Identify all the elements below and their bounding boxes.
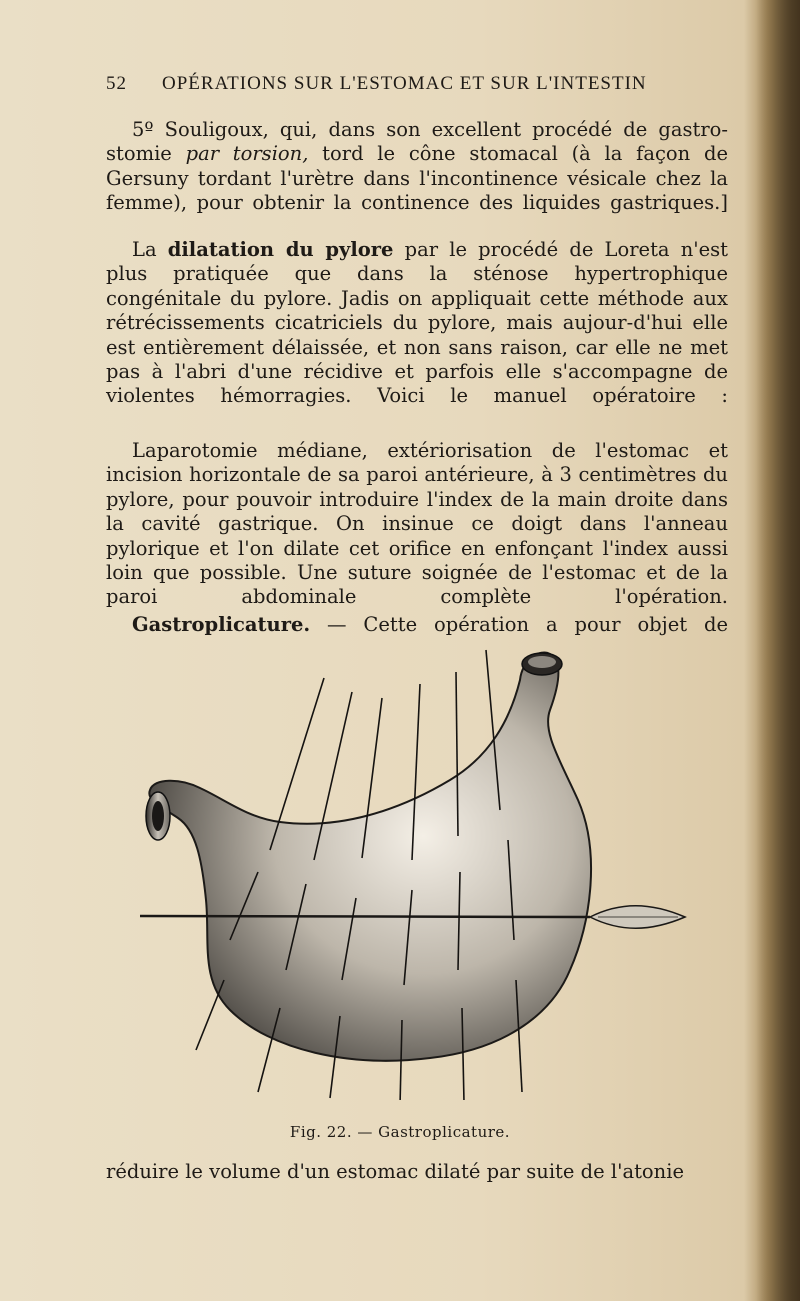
- gastroplicature-figure: [130, 640, 700, 1100]
- p2-text-a: La: [132, 238, 168, 261]
- p4-bold-term: Gastroplicature.: [132, 613, 311, 636]
- p4-text-b: — Cette opération a pour objet de: [310, 613, 728, 636]
- page-number: 52: [106, 73, 127, 94]
- stomach-illustration: [140, 650, 685, 1100]
- figure-caption: Fig. 22. — Gastroplicature.: [289, 1123, 511, 1141]
- running-title: OPÉRATIONS SUR L'ESTOMAC ET SUR L'INTESTIN: [162, 73, 647, 94]
- book-spine-shadow: [756, 0, 800, 1301]
- p1-italic: par torsion,: [185, 142, 309, 166]
- p1-text-a: 5º Souligoux, qui, dans son excellent procédé de gastro-stomie: [106, 118, 728, 166]
- paragraph-dilatation: [106, 238, 728, 409]
- p1-text-c: tord le cône stomacal (à la façon de Gersuny tordant l'urètre dans l'incontinence vésicale chez la femme), pour obtenir la continence des liquides gastriques.]: [106, 142, 728, 215]
- paragraph-continuation: réduire le volume d'un estomac dilaté par suite de l'atonie: [106, 1160, 684, 1183]
- p2-bold-term: dilatation du pylore: [167, 238, 394, 261]
- p2-text-c: par le procédé de Loreta n'est plus pratiquée que dans la sténose hypertrophique congénitale du pylore. Jadis on appliquait cette méthode aux rétrécissements cicatriciels du pylore, mais aujour-d'hui elle est entièrement délaissée, et non sans raison, car elle ne met pas à l'abri d'une récidive et parfois elle s'accompagne de violentes hémorragies. Voici le manuel opératoire :: [106, 238, 728, 408]
- paragraph-souligoux: [106, 118, 728, 216]
- paragraph-laparotomie: Laparotomie médiane, extériorisation de l'estomac et incision horizontale de sa paroi antérieure, à 3 centimètres du pylore, pour pouvoir introduire l'index de la main droite dans la cavité gastrique. On insinue ce doigt dans l'anneau pylorique et l'on dilate cet orifice en enfonçant l'index aussi loin que possible. Une suture soignée de l'estomac et de la paroi abdominale complète l'opération.: [106, 439, 728, 609]
- paragraph-gastroplicature: [106, 613, 728, 637]
